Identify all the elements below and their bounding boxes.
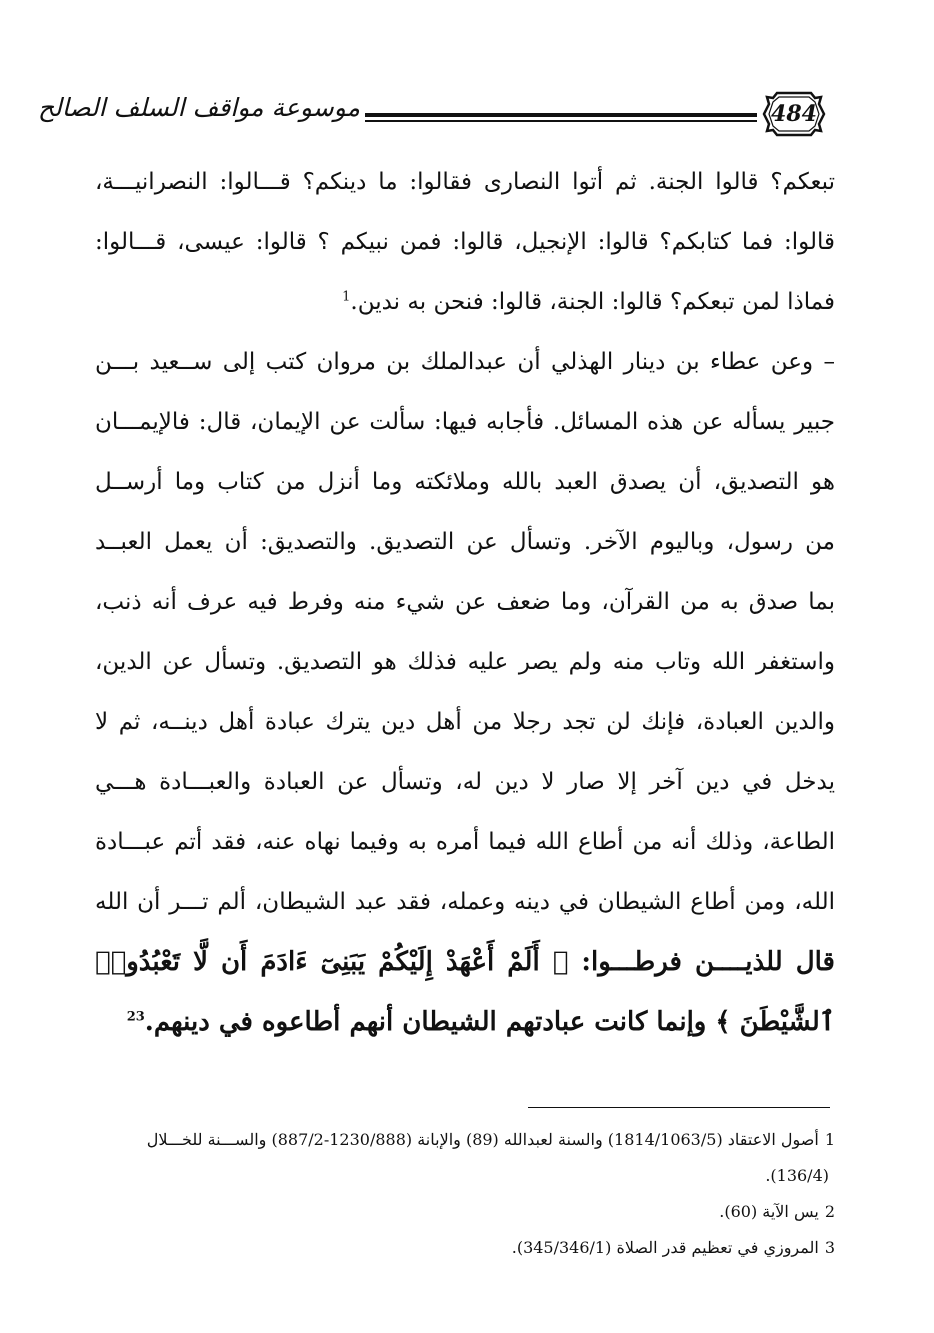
- footnote-separator: [528, 1107, 830, 1108]
- text-line: تبعكم؟ قالوا الجنة. ثم أتوا النصارى فقالوا: ما دينكم؟ قـــالوا: النصرانيـــة،: [95, 169, 835, 195]
- text-line: يدخل في دين آخر إلا صار لا دين له، وتسأل عن العبادة والعبـــادة هـــي: [95, 769, 835, 795]
- text-line: – وعن عطاء بن دينار الهذلي أن عبدالملك بن مروان كتب إلى ســعيد بـــن: [95, 349, 835, 375]
- footnote-number: 3: [824, 1238, 835, 1257]
- footnote-text: (136/4).: [765, 1166, 829, 1185]
- text-line: بما صدق به من القرآن، وما ضعف عن شيء منه وفرط فيه عرف أنه ذنب،: [95, 589, 835, 615]
- header-rule-thick: [365, 113, 757, 117]
- footnote: [95, 1122, 835, 1158]
- text-line: والدين العبادة، فإنك لن تجد رجلا من أهل دين يترك عبادة أهل دينــه، ثم لا: [95, 709, 835, 735]
- page-number: 484: [771, 101, 817, 127]
- quran-verse-line: قال للذيــــن فرطـــوا: ﴿ أَلَمْ أَعْهَدْ إِلَيْكُمْ يَبَنِىٓ ءَادَمَ أَن لَّا تَعْبُدُوا۟: [95, 947, 835, 977]
- footnote-ref-1: 1: [342, 289, 351, 305]
- text-line: الله، ومن أطاع الشيطان في دينه وعمله، فقد عبد الشيطان، ألم تـــر أن الله: [95, 889, 835, 915]
- text-line: واستغفر الله وتاب منه ولم يصر عليه فذلك هو التصديق. وتسأل عن الدين،: [95, 649, 835, 675]
- text-line: الطاعة، وذلك أنه من أطاع الله فيما أمره به وفيما نهاه عنه، فقد أتم عبـــادة: [95, 829, 835, 855]
- text-segment: ٱلشَّيْطَنَ ﴾ وإنما كانت عبادتهم الشيطان أنهم أطاعوه في دينهم.: [144, 1007, 835, 1037]
- footnote-ref-3: 3: [135, 1009, 145, 1025]
- footnote: [95, 1158, 835, 1194]
- header-rule-thin: [365, 120, 757, 122]
- text-line: جبير يسأله عن هذه المسائل. فأجابه فيها: سألت عن الإيمان، قال: فالإيمـــان: [95, 409, 835, 435]
- text-segment: فماذا لمن تبعكم؟ قالوا: الجنة، قالوا: فنحن به ندين.: [350, 289, 835, 315]
- footnote-text: أصول الاعتقاد (1814/1063/5) والسنة لعبدالله (89) والإبانة (1230/888-887/2) والســـنة للخـــلال: [146, 1130, 819, 1149]
- footnote-text: المروزي في تعظيم قدر الصلاة (345/346/1).: [511, 1238, 819, 1257]
- footnote-number: 1: [824, 1130, 835, 1149]
- text-line: هو التصديق، أن يصدق العبد بالله وملائكته وما أنزل من كتاب وما أرســل: [95, 469, 835, 495]
- text-line: [95, 272, 835, 332]
- text-line: قالوا: فما كتابكم؟ قالوا: الإنجيل، قالوا: فمن نبيكم ؟ قالوا: عيسى، قـــالوا:: [95, 229, 835, 255]
- quran-verse-line: [95, 992, 835, 1052]
- text-line: من رسول، وباليوم الآخر. وتسأل عن التصديق. والتصديق: أن يعمل العبــد: [95, 529, 835, 555]
- page-header: [37, 80, 835, 146]
- footnote-number: 2: [824, 1202, 835, 1221]
- page-number-badge: [763, 89, 825, 139]
- footnotes: [95, 1122, 835, 1266]
- footnote-text: يس الآية (60).: [719, 1202, 819, 1221]
- book-title: موسوعة مواقف السلف الصالح: [37, 93, 360, 122]
- footnote: [95, 1194, 835, 1230]
- footnote-ref-2: 2: [126, 1009, 136, 1025]
- main-text: [95, 152, 835, 1052]
- footnote: [95, 1230, 835, 1266]
